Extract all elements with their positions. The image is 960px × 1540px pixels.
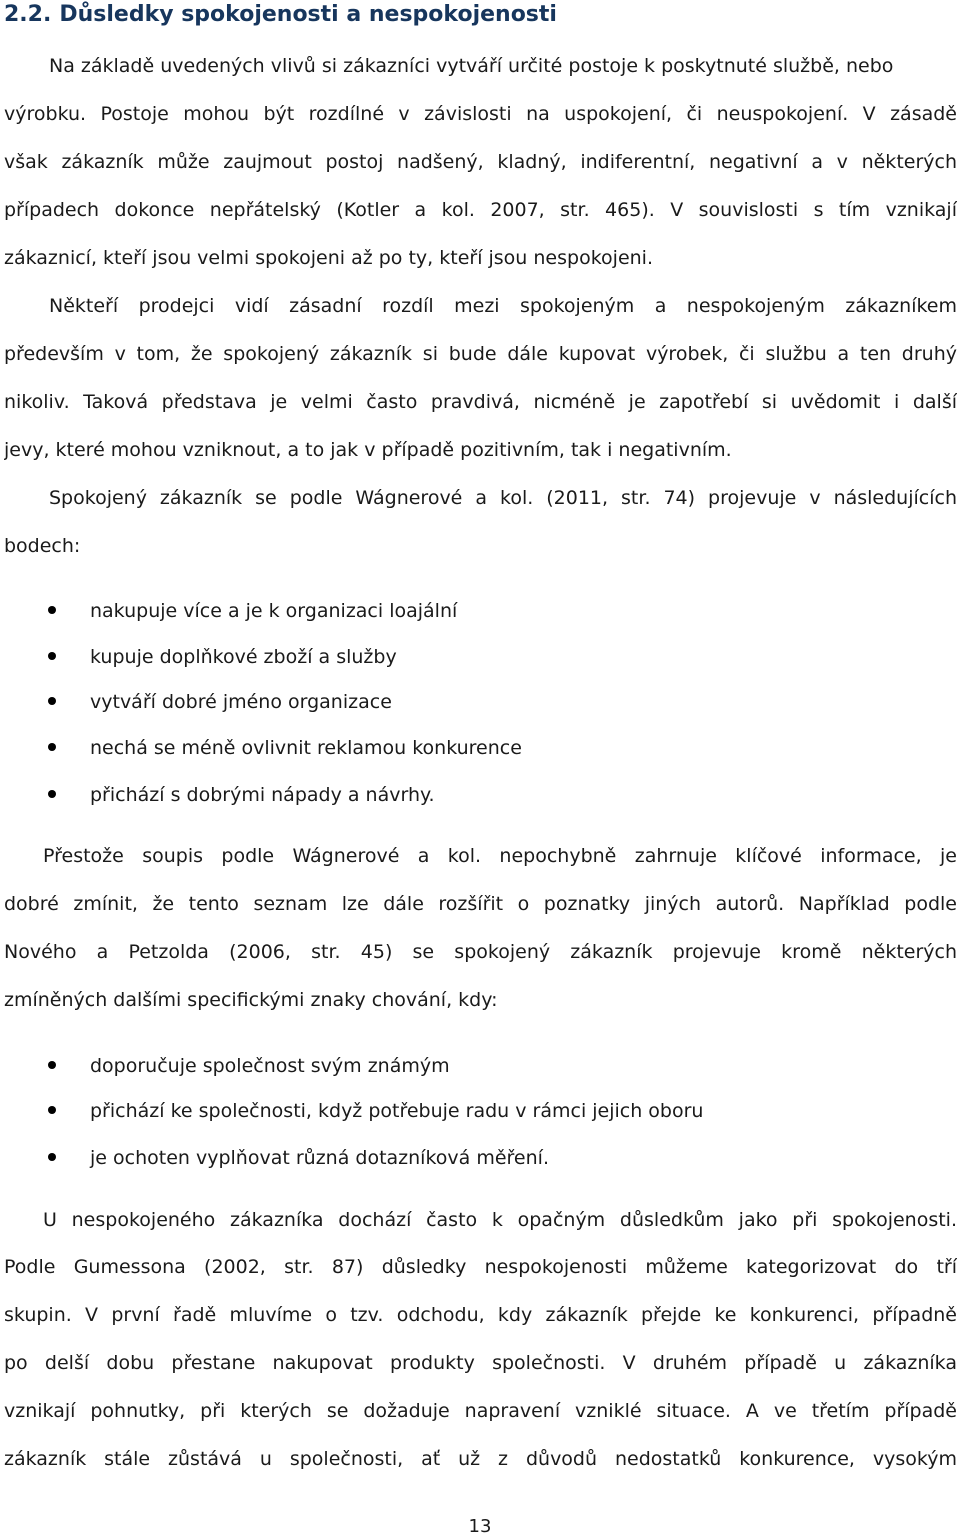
paragraph-line: zákazník stále zůstává u společnosti, ať už z důvodů nedostatků konkurence, vysokým: [4, 1448, 957, 1470]
paragraph-line: vznikají pohnutky, při kterých se dožaduje napravení vzniklé situace. A ve třetím případě: [4, 1400, 957, 1422]
list-item-text: přichází s dobrými nápady a návrhy.: [90, 784, 435, 806]
paragraph-line: Někteří prodejci vidí zásadní rozdíl mezi spokojeným a nespokojeným zákazníkem: [49, 295, 957, 317]
list-item: [48, 1046, 450, 1086]
list-item: [48, 1091, 703, 1131]
list-item: [48, 682, 392, 722]
bullet-icon: [48, 1106, 56, 1114]
list-item-text: nakupuje více a je k organizaci loajální: [90, 600, 458, 622]
list-item-text: je ochoten vyplňovat různá dotazníková měření.: [90, 1147, 549, 1169]
paragraph-line: bodech:: [4, 535, 81, 557]
bullet-icon: [48, 697, 56, 705]
list-item-text: nechá se méně ovlivnit reklamou konkurence: [90, 737, 522, 759]
bullet-icon: [48, 743, 56, 751]
list-item-text: přichází ke společnosti, když potřebuje radu v rámci jejich oboru: [90, 1100, 704, 1122]
bullet-icon: [48, 1061, 56, 1069]
paragraph-line: skupin. V první řadě mluvíme o tzv. odchodu, kdy zákazník přejde ke konkurenci, případně: [4, 1304, 957, 1326]
list-item-text: vytváří dobré jméno organizace: [90, 691, 392, 713]
section-number: 2.2.: [4, 2, 52, 27]
bullet-icon: [48, 790, 56, 798]
paragraph-line: U nespokojeného zákazníka dochází často k opačným důsledkům jako při spokojenosti.: [43, 1209, 957, 1231]
bullet-icon: [48, 606, 56, 614]
paragraph-line: jevy, které mohou vzniknout, a to jak v případě pozitivním, tak i negativním.: [4, 439, 732, 461]
section-heading: [4, 0, 565, 30]
paragraph-line: výrobku. Postoje mohou být rozdílné v závislosti na uspokojení, či neuspokojení. V zásadě: [4, 103, 957, 125]
list-item: [48, 637, 397, 677]
list-item: [48, 728, 522, 768]
paragraph-line: zákaznicí, kteří jsou velmi spokojeni až po ty, kteří jsou nespokojeni.: [4, 247, 653, 269]
paragraph-line: Podle Gumessona (2002, str. 87) důsledky nespokojenosti můžeme kategorizovat do tří: [4, 1256, 957, 1278]
paragraph-line: Spokojený zákazník se podle Wágnerové a kol. (2011, str. 74) projevuje v následujících: [49, 487, 957, 509]
paragraph-line: dobré zmínit, že tento seznam lze dále rozšířit o poznatky jiných autorů. Například podle: [4, 893, 957, 915]
paragraph-line: Nového a Petzolda (2006, str. 45) se spokojený zákazník projevuje kromě některých: [4, 941, 957, 963]
bullet-icon: [48, 652, 56, 660]
list-item-text: kupuje doplňkové zboží a služby: [90, 646, 397, 668]
page-number: 13: [468, 1516, 492, 1537]
paragraph-line: však zákazník může zaujmout postoj nadšený, kladný, indiferentní, negativní a v některých: [4, 151, 957, 173]
paragraph-line: po delší dobu přestane nakupovat produkty společnosti. V druhém případě u zákazníka: [4, 1352, 957, 1374]
bullet-icon: [48, 1153, 56, 1161]
paragraph-line: zmíněných dalšími specifickými znaky chování, kdy:: [4, 989, 498, 1011]
list-item: [48, 775, 435, 815]
paragraph-line: případech dokonce nepřátelský (Kotler a kol. 2007, str. 465). V souvislosti s tím vznikají: [4, 199, 957, 221]
paragraph-line: nikoliv. Taková představa je velmi často pravdivá, nicméně je zapotřebí si uvědomit i další: [4, 391, 957, 413]
paragraph-line: Na základě uvedených vlivů si zákazníci vytváří určité postoje k poskytnuté službě, nebo: [49, 55, 894, 77]
paragraph-line: Přestože soupis podle Wágnerové a kol. nepochybně zahrnuje klíčové informace, je: [43, 845, 957, 867]
list-item: [48, 1138, 549, 1178]
list-item-text: doporučuje společnost svým známým: [90, 1055, 450, 1077]
paragraph-line: především v tom, že spokojený zákazník si bude dále kupovat výrobek, či službu a ten druhý: [4, 343, 957, 365]
list-item: [48, 591, 457, 631]
section-title: Důsledky spokojenosti a nespokojenosti: [59, 2, 557, 27]
